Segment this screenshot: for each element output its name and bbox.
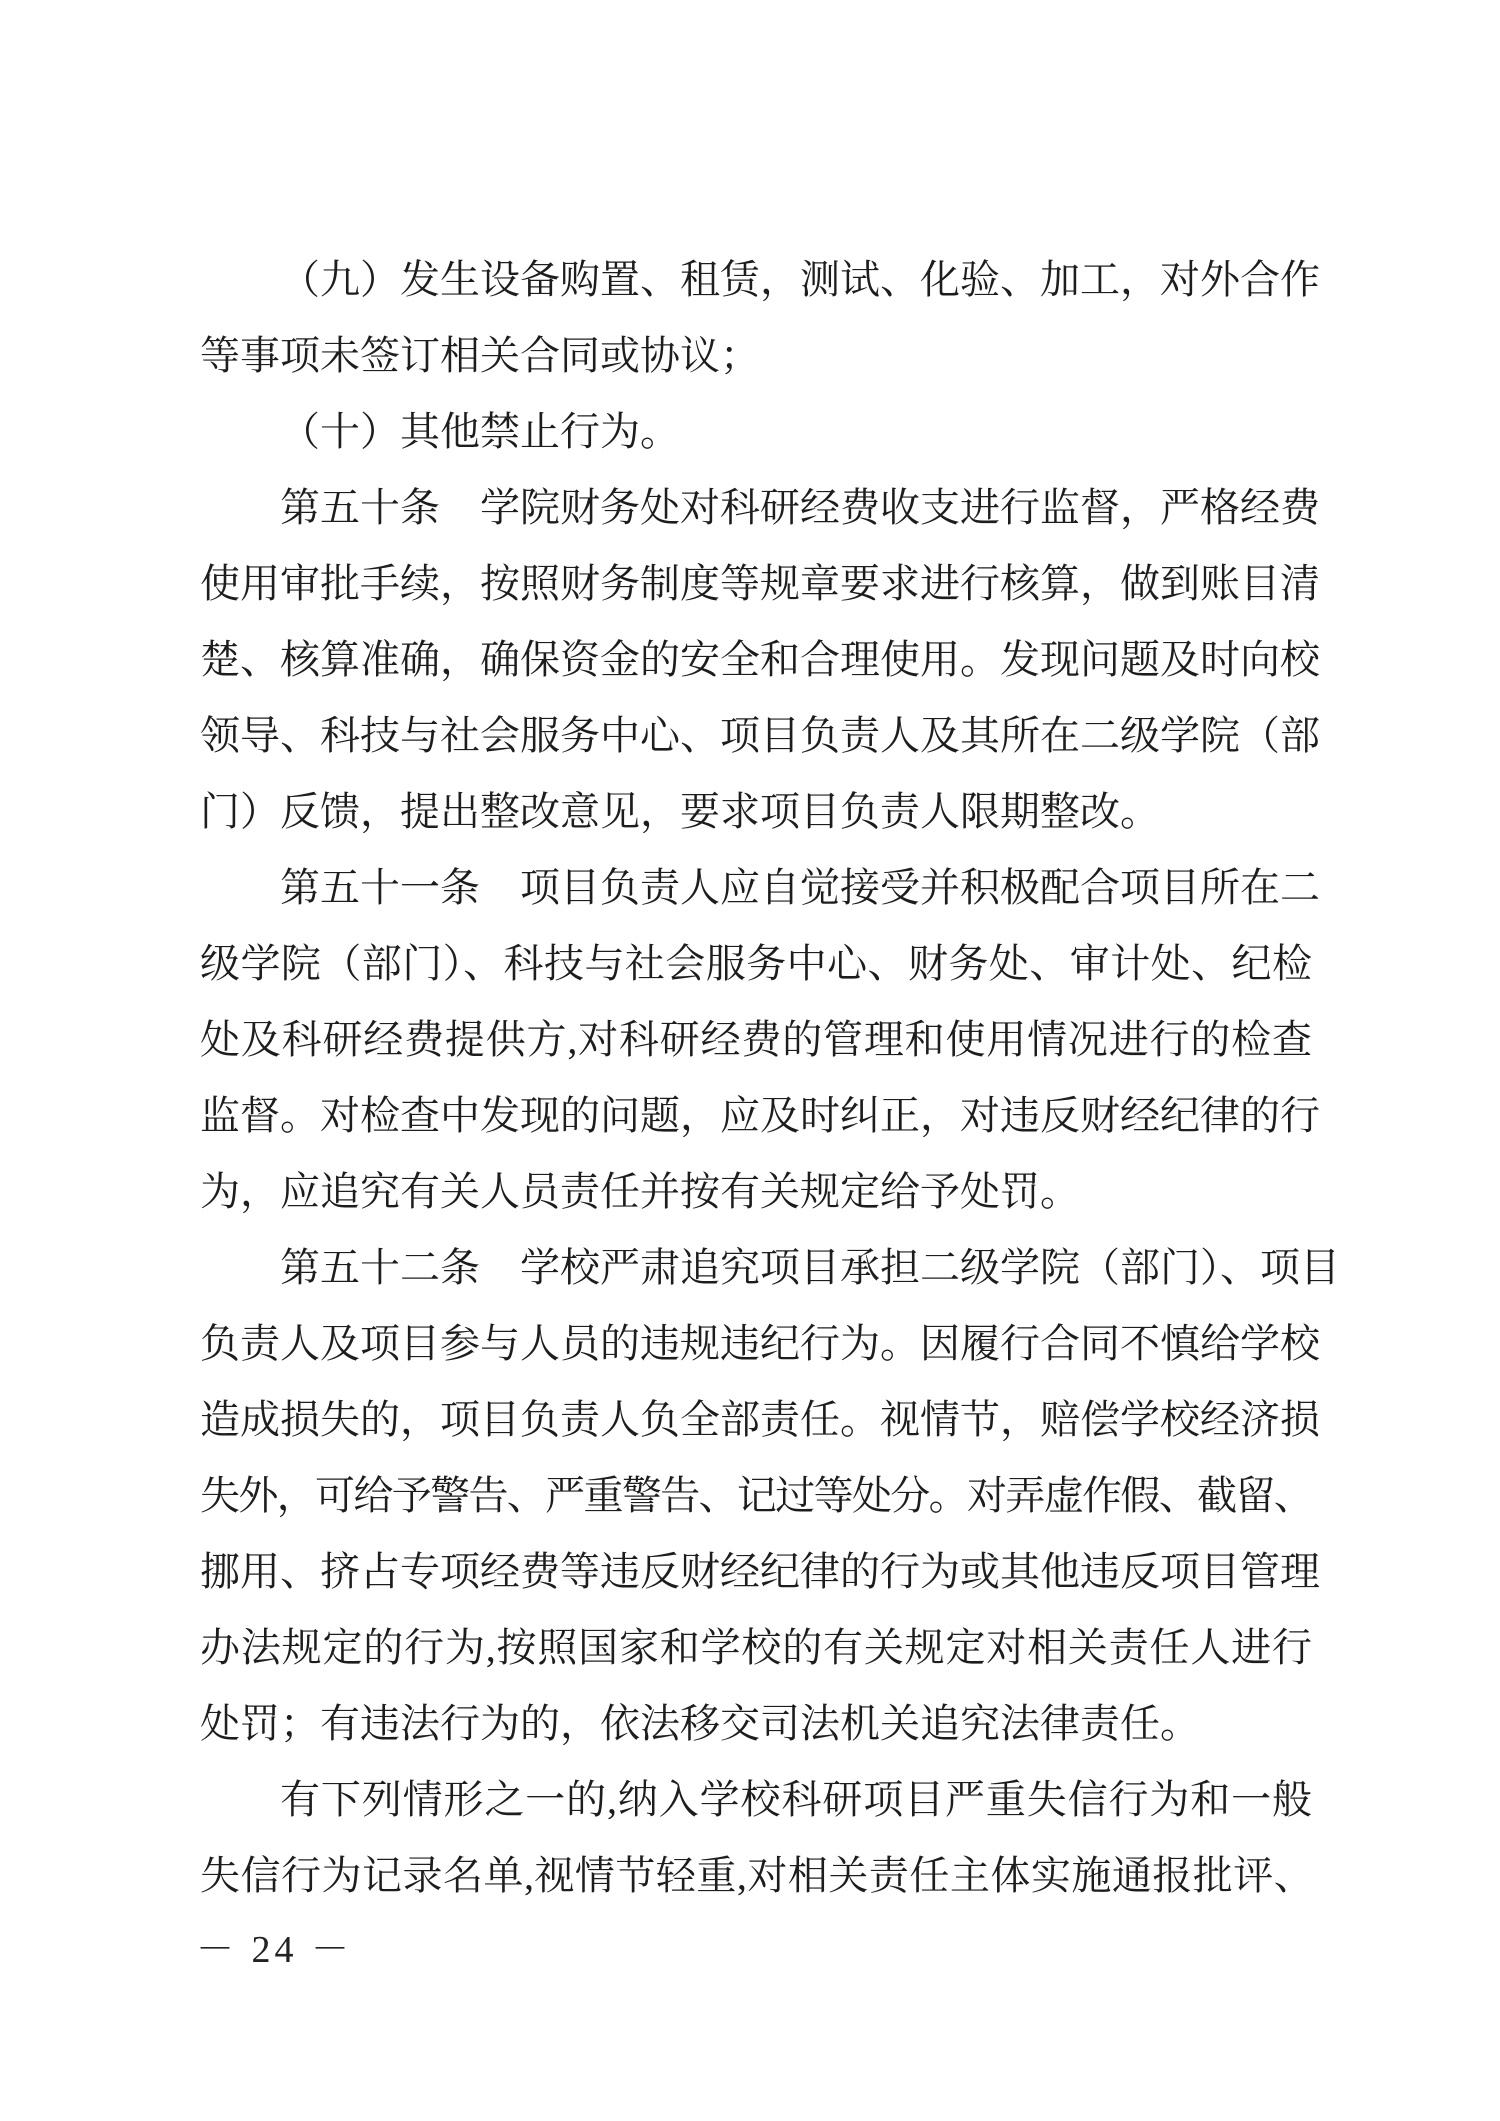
text-line: 第五十二条 学校严肃追究项目承担二级学院（部门）、项目 xyxy=(280,1245,1340,1290)
text-line: 办法规定的行为,按照国家和学校的有关规定对相关责任人进行 xyxy=(200,1625,1312,1670)
text-line: 楚、核算准确，确保资金的安全和合理使用。发现问题及时向校 xyxy=(200,637,1320,682)
text-line: 有下列情形之一的,纳入学校科研项目严重失信行为和一般 xyxy=(280,1777,1312,1822)
text-line: 等事项未签订相关合同或协议； xyxy=(200,333,760,378)
text-line: 使用审批手续，按照财务制度等规章要求进行核算，做到账目清 xyxy=(200,561,1320,606)
text-line: 失外，可给予警告、严重警告、记过等处分。对弄虚作假、截留、 xyxy=(200,1473,1312,1518)
document-body xyxy=(200,242,1340,1914)
text-line: 负责人及项目参与人员的违规违纪行为。因履行合同不慎给学校 xyxy=(200,1321,1320,1366)
text-line: 挪用、挤占专项经费等违反财经纪律的行为或其他违反项目管理 xyxy=(200,1549,1320,1594)
text-line: 为，应追究有关人员责任并按有关规定给予处罚。 xyxy=(200,1169,1080,1214)
text-line: 处罚；有违法行为的，依法移交司法机关追究法律责任。 xyxy=(200,1701,1200,1746)
text-line: （十）其他禁止行为。 xyxy=(280,409,680,454)
text-line: 级学院（部门）、科技与社会服务中心、财务处、审计处、纪检 xyxy=(200,941,1312,986)
text-line: 第五十条 学院财务处对科研经费收支进行监督，严格经费 xyxy=(280,485,1320,530)
text-line: （九）发生设备购置、租赁，测试、化验、加工，对外合作 xyxy=(280,257,1320,302)
page-number: － 24 － xyxy=(196,1929,354,1971)
text-line: 监督。对检查中发现的问题，应及时纠正，对违反财经纪律的行 xyxy=(200,1093,1320,1138)
text-line: 领导、科技与社会服务中心、项目负责人及其所在二级学院（部 xyxy=(200,713,1320,758)
text-line: 门）反馈，提出整改意见，要求项目负责人限期整改。 xyxy=(200,789,1160,834)
text-line: 处及科研经费提供方,对科研经费的管理和使用情况进行的检查 xyxy=(200,1017,1312,1062)
text-line: 第五十一条 项目负责人应自觉接受并积极配合项目所在二 xyxy=(280,865,1320,910)
text-line: 造成损失的，项目负责人负全部责任。视情节，赔偿学校经济损 xyxy=(200,1397,1320,1442)
text-line: 失信行为记录名单,视情节轻重,对相关责任主体实施通报批评、 xyxy=(200,1853,1312,1898)
